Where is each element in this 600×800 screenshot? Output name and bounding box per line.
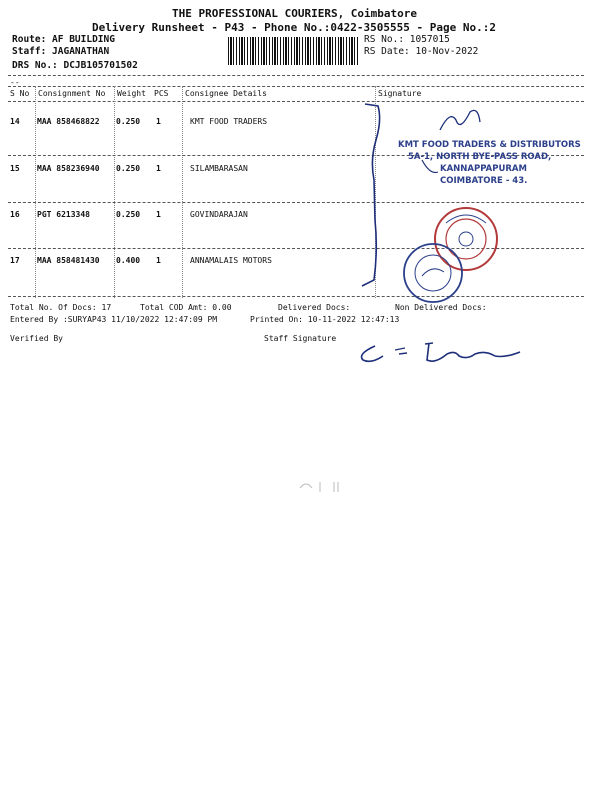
faint-mark: [298, 478, 348, 494]
staff-handwritten-signature: [355, 338, 525, 368]
barcode-image: [228, 37, 358, 65]
entered-by: Entered By :SURYAP43 11/10/2022 12:47:09 PM: [10, 315, 218, 324]
cell-consignee: GOVINDARAJAN: [190, 210, 248, 219]
cell-sno: 14: [10, 117, 20, 126]
stamp-line: COIMBATORE - 43.: [440, 176, 528, 186]
total-cod: Total COD Amt: 0.00: [140, 303, 232, 312]
kmt-company-stamp: [398, 138, 581, 194]
cell-consignee: SILAMBARASAN: [190, 164, 248, 173]
cell-weight: 0.250: [116, 117, 141, 126]
col-header-consignment: Consignment No: [38, 89, 106, 98]
column-separator: [35, 86, 36, 298]
col-header-weight: Weight: [117, 89, 146, 98]
cell-consignee: KMT FOOD TRADERS: [190, 117, 268, 126]
route-label: Route: AF BUILDING: [12, 34, 115, 45]
col-header-sno: S No: [10, 89, 30, 98]
staff-label: Staff: JAGANATHAN: [12, 46, 110, 57]
column-separator: [182, 86, 183, 298]
cell-sno: 17: [10, 256, 20, 265]
col-header-signature: Signature: [378, 89, 422, 98]
divider: [8, 86, 584, 87]
staff-signature-label: Staff Signature: [264, 334, 337, 343]
col-header-pcs: PCS: [154, 89, 169, 98]
cell-sno: 15: [10, 164, 20, 173]
cell-weight: 0.250: [116, 164, 141, 173]
cell-pcs: 1: [156, 256, 161, 265]
col-header-consignee: Consignee Details: [185, 89, 267, 98]
cell-weight: 0.250: [116, 210, 141, 219]
runsheet-subtitle: Delivery Runsheet - P43 - Phone No.:0422-3505555 - Page No.:2: [92, 21, 496, 34]
non-delivered-docs: Non Delivered Docs:: [395, 303, 487, 312]
rs-date: RS Date: 10-Nov-2022: [364, 46, 479, 57]
drs-number: DRS No.: DCJB105701502: [12, 60, 138, 71]
total-docs: Total No. Of Docs: 17: [10, 303, 112, 312]
divider: [8, 75, 584, 76]
cell-pcs: 1: [156, 117, 161, 126]
row-marker: --: [10, 78, 20, 87]
company-title: THE PROFESSIONAL COURIERS, Coimbatore: [172, 7, 418, 20]
cell-consignment: MAA 858468822: [37, 117, 100, 126]
stamp-line: KMT FOOD TRADERS & DISTRIBUTORS: [398, 140, 581, 150]
cell-consignment: MAA 858481430: [37, 256, 100, 265]
cell-consignment: MAA 858236940: [37, 164, 100, 173]
rs-number: RS No.: 1057015: [364, 34, 450, 45]
cell-weight: 0.400: [116, 256, 141, 265]
stamp-line: KANNAPPAPURAM: [440, 164, 527, 174]
verified-by: Verified By: [10, 334, 63, 343]
column-separator: [114, 86, 115, 298]
cell-pcs: 1: [156, 164, 161, 173]
stamp-line: 5A-1, NORTH BYE-PASS ROAD,: [408, 152, 552, 162]
cell-consignment: PGT 6213348: [37, 210, 90, 219]
round-seal-blue: [398, 242, 468, 304]
cell-pcs: 1: [156, 210, 161, 219]
cell-consignee: ANNAMALAIS MOTORS: [190, 256, 272, 265]
printed-on: Printed On: 10-11-2022 12:47:13: [250, 315, 400, 324]
delivered-docs: Delivered Docs:: [278, 303, 351, 312]
cell-sno: 16: [10, 210, 20, 219]
